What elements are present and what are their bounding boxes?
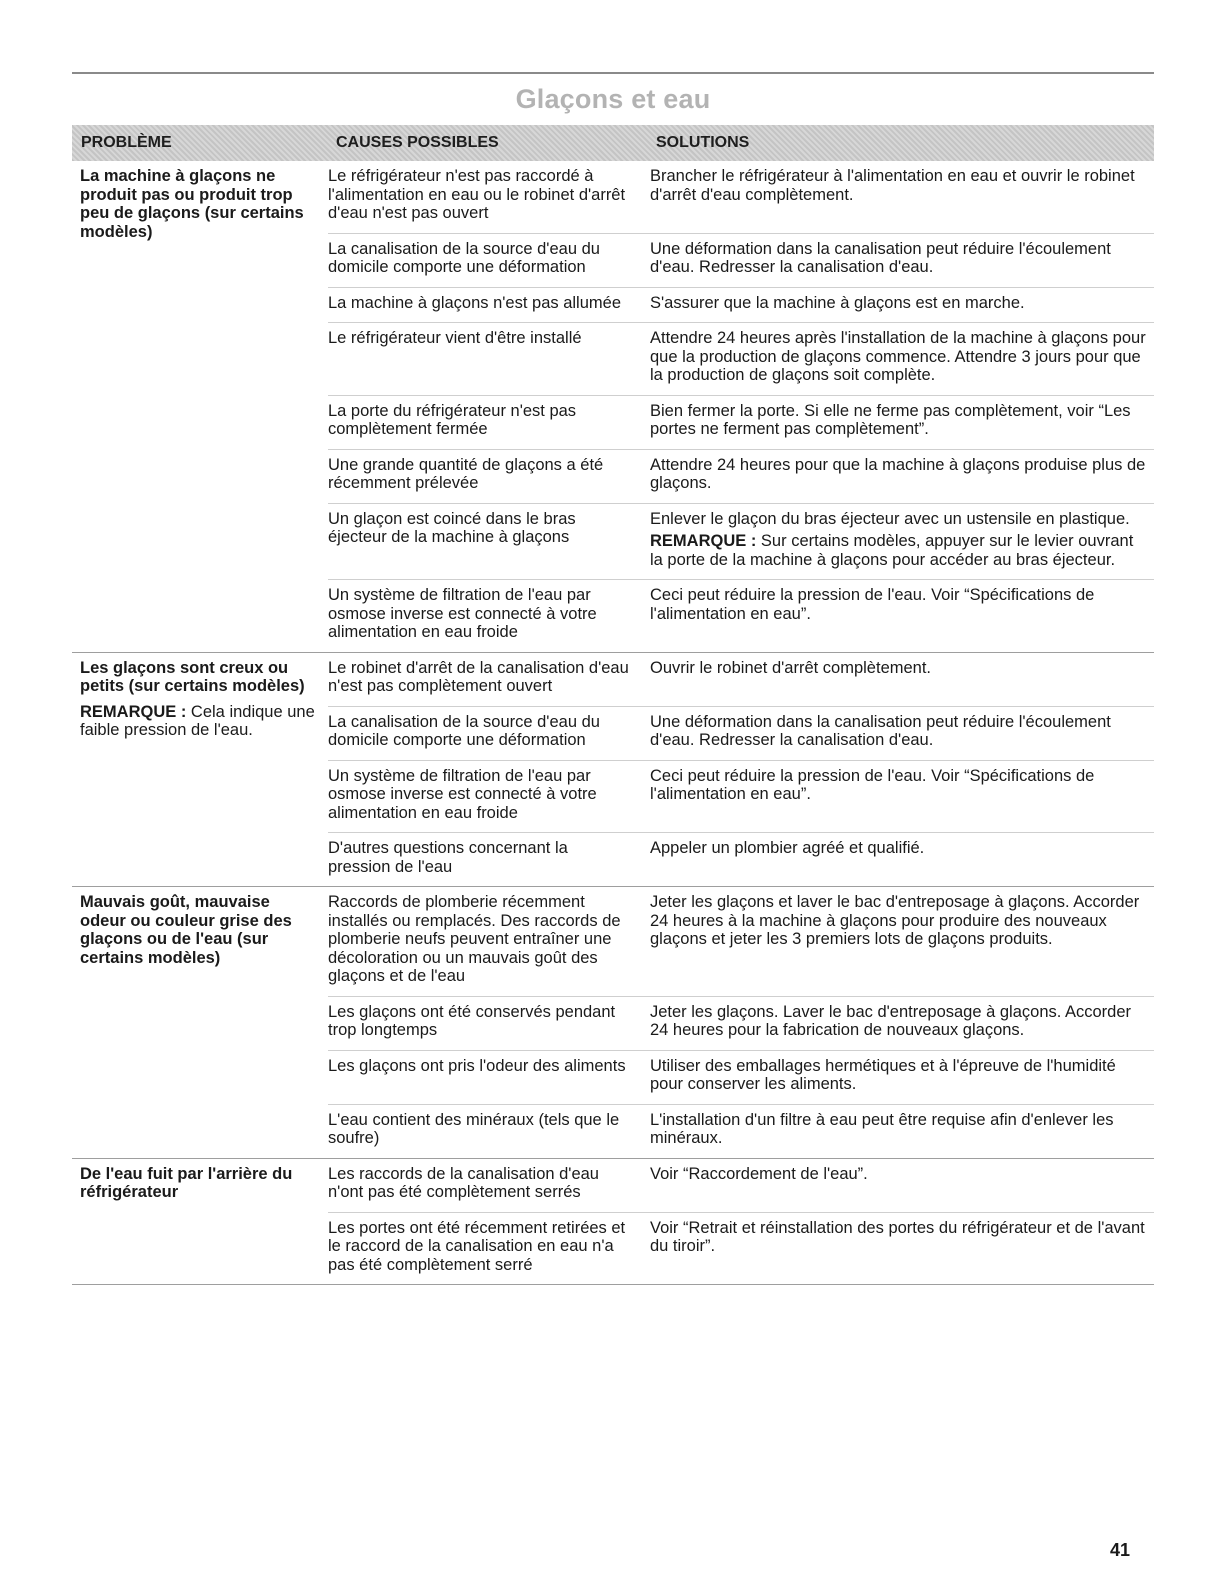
table-row xyxy=(328,395,1154,449)
page-title: Glaçons et eau xyxy=(515,84,711,114)
problem-group xyxy=(72,653,1154,888)
troubleshooting-table xyxy=(72,125,1154,1285)
solution-text: Enlever le glaçon du bras éjecteur avec un ustensile en plastique. xyxy=(650,509,1130,528)
solution-text: Voir “Retrait et réinstallation des portes du réfrigérateur et de l'avant du tiroir”. xyxy=(650,1218,1145,1255)
cause-text: Les portes ont été récemment retirées et le raccord de la canalisation en eau n'a pas été complètement serré xyxy=(328,1218,626,1274)
top-rule xyxy=(72,72,1154,74)
cause-text: Un système de filtration de l'eau par osmose inverse est connecté à votre alimentation en eau froide xyxy=(328,586,597,641)
table-row xyxy=(328,996,1154,1050)
cause-text: Le réfrigérateur n'est pas raccordé à l'alimentation en eau ou le robinet d'arrêt d'eau n'est pas ouvert xyxy=(328,167,626,222)
table-row xyxy=(328,579,1154,652)
solution-text: Jeter les glaçons et laver le bac d'entreposage à glaçons. Accorder 24 heures à la machine à glaçons pour produire des nouveaux glaçons et jeter les 3 premiers lots de glaçons produits. xyxy=(650,893,1140,948)
table-row xyxy=(328,887,1154,996)
cause-text: Les raccords de la canalisation d'eau n'ont pas été complètement serrés xyxy=(328,1164,599,1201)
page-number: 41 xyxy=(1110,1540,1131,1560)
cause-text: La machine à glaçons n'est pas allumée xyxy=(328,293,621,312)
table-row xyxy=(328,653,1154,706)
table-row xyxy=(328,161,1154,233)
table-row xyxy=(328,832,1154,886)
note-label: REMARQUE : xyxy=(650,532,757,550)
problem-cell xyxy=(72,161,328,652)
cause-text: Une grande quantité de glaçons a été récemment prélevée xyxy=(328,455,604,492)
solution-text: Jeter les glaçons. Laver le bac d'entreposage à glaçons. Accorder 24 heures pour la fabrication de nouveaux glaçons. xyxy=(650,1002,1132,1039)
cause-text: L'eau contient des minéraux (tels que le soufre) xyxy=(328,1110,620,1147)
solution-cell xyxy=(650,510,1154,570)
problem-cell xyxy=(72,887,328,1158)
table-row xyxy=(328,287,1154,323)
table-row xyxy=(328,760,1154,833)
solution-text: Utiliser des emballages hermétiques et à l'épreuve de l'humidité pour conserver les aliments. xyxy=(650,1056,1116,1093)
cause-text: Le robinet d'arrêt de la canalisation d'eau n'est pas complètement ouvert xyxy=(328,658,629,695)
cause-text: Un système de filtration de l'eau par osmose inverse est connecté à votre alimentation en eau froide xyxy=(328,766,597,822)
problem-cell xyxy=(72,653,328,887)
table-row xyxy=(328,322,1154,395)
table-header xyxy=(72,125,1154,161)
cause-text: Les glaçons ont été conservés pendant trop longtemps xyxy=(328,1002,616,1039)
table-row xyxy=(328,449,1154,503)
solution-text: Appeler un plombier agréé et qualifié. xyxy=(650,839,925,857)
header-causes: CAUSES POSSIBLES xyxy=(336,134,499,151)
solution-text: Ceci peut réduire la pression de l'eau. Voir “Spécifications de l'alimentation en eau”. xyxy=(650,586,1095,623)
solution-text: Attendre 24 heures pour que la machine à glaçons produise plus de glaçons. xyxy=(650,455,1146,492)
cause-text: La canalisation de la source d'eau du domicile comporte une déformation xyxy=(328,239,600,276)
table-row xyxy=(328,1159,1154,1212)
solution-text: L'installation d'un filtre à eau peut être requise afin d'enlever les minéraux. xyxy=(650,1110,1114,1147)
solution-text: Voir “Raccordement de l'eau”. xyxy=(650,1164,868,1183)
problem-title: Mauvais goût, mauvaise odeur ou couleur grise des glaçons ou de l'eau (sur certains modèles) xyxy=(80,893,292,967)
table-row xyxy=(328,1050,1154,1104)
cause-text: Le réfrigérateur vient d'être installé xyxy=(328,329,582,347)
table-row xyxy=(328,1212,1154,1285)
solution-text: Bien fermer la porte. Si elle ne ferme pas complètement, voir “Les portes ne ferment pas complètement”. xyxy=(650,401,1131,438)
table-row xyxy=(328,503,1154,580)
problem-group xyxy=(72,887,1154,1159)
header-solutions: SOLUTIONS xyxy=(656,134,750,151)
solution-note xyxy=(650,532,1146,569)
note-text: Sur certains modèles, appuyer sur le levier ouvrant la porte de la machine à glaçons pour accéder au bras éjecteur. xyxy=(650,532,1134,569)
cause-text: Les glaçons ont pris l'odeur des aliments xyxy=(328,1056,626,1075)
problem-title: De l'eau fuit par l'arrière du réfrigérateur xyxy=(80,1164,293,1201)
header-problem: PROBLÈME xyxy=(81,134,172,151)
cause-text: La canalisation de la source d'eau du domicile comporte une déformation xyxy=(328,712,600,749)
problem-title: Les glaçons sont creux ou petits (sur certains modèles) xyxy=(80,658,305,695)
cause-text: La porte du réfrigérateur n'est pas complètement fermée xyxy=(328,401,577,438)
solution-text: Attendre 24 heures après l'installation de la machine à glaçons pour que la production de glaçons commence. Attendre 3 jours pour que la production de glaçons soit complète. xyxy=(650,329,1146,384)
solution-text: Une déformation dans la canalisation peut réduire l'écoulement d'eau. Redresser la canalisation d'eau. xyxy=(650,712,1111,749)
problem-title: La machine à glaçons ne produit pas ou produit trop peu de glaçons (sur certains modèles) xyxy=(80,167,304,241)
cause-text: Raccords de plomberie récemment installés ou remplacés. Des raccords de plomberie neufs peuvent entraîner une décoloration ou un mauvais goût des glaçons et de l'eau xyxy=(328,893,621,985)
table-row xyxy=(328,706,1154,760)
table-row xyxy=(328,1104,1154,1158)
solution-text: Une déformation dans la canalisation peut réduire l'écoulement d'eau. Redresser la canalisation d'eau. xyxy=(650,239,1111,276)
cause-text: Un glaçon est coincé dans le bras éjecteur de la machine à glaçons xyxy=(328,509,576,546)
solution-text: Ceci peut réduire la pression de l'eau. Voir “Spécifications de l'alimentation en eau”. xyxy=(650,766,1095,803)
problem-note xyxy=(80,703,318,740)
problem-cell xyxy=(72,1159,328,1285)
note-label: REMARQUE : xyxy=(80,702,187,721)
solution-text: Brancher le réfrigérateur à l'alimentation en eau et ouvrir le robinet d'arrêt d'eau complètement. xyxy=(650,167,1135,204)
cause-text: D'autres questions concernant la pression de l'eau xyxy=(328,839,568,876)
solution-text: Ouvrir le robinet d'arrêt complètement. xyxy=(650,658,932,677)
solution-text: S'assurer que la machine à glaçons est en marche. xyxy=(650,293,1025,312)
note-text: Cela indique une faible pression de l'eau. xyxy=(80,702,315,739)
problem-group xyxy=(72,1159,1154,1286)
table-row xyxy=(328,233,1154,287)
problem-group xyxy=(72,161,1154,653)
